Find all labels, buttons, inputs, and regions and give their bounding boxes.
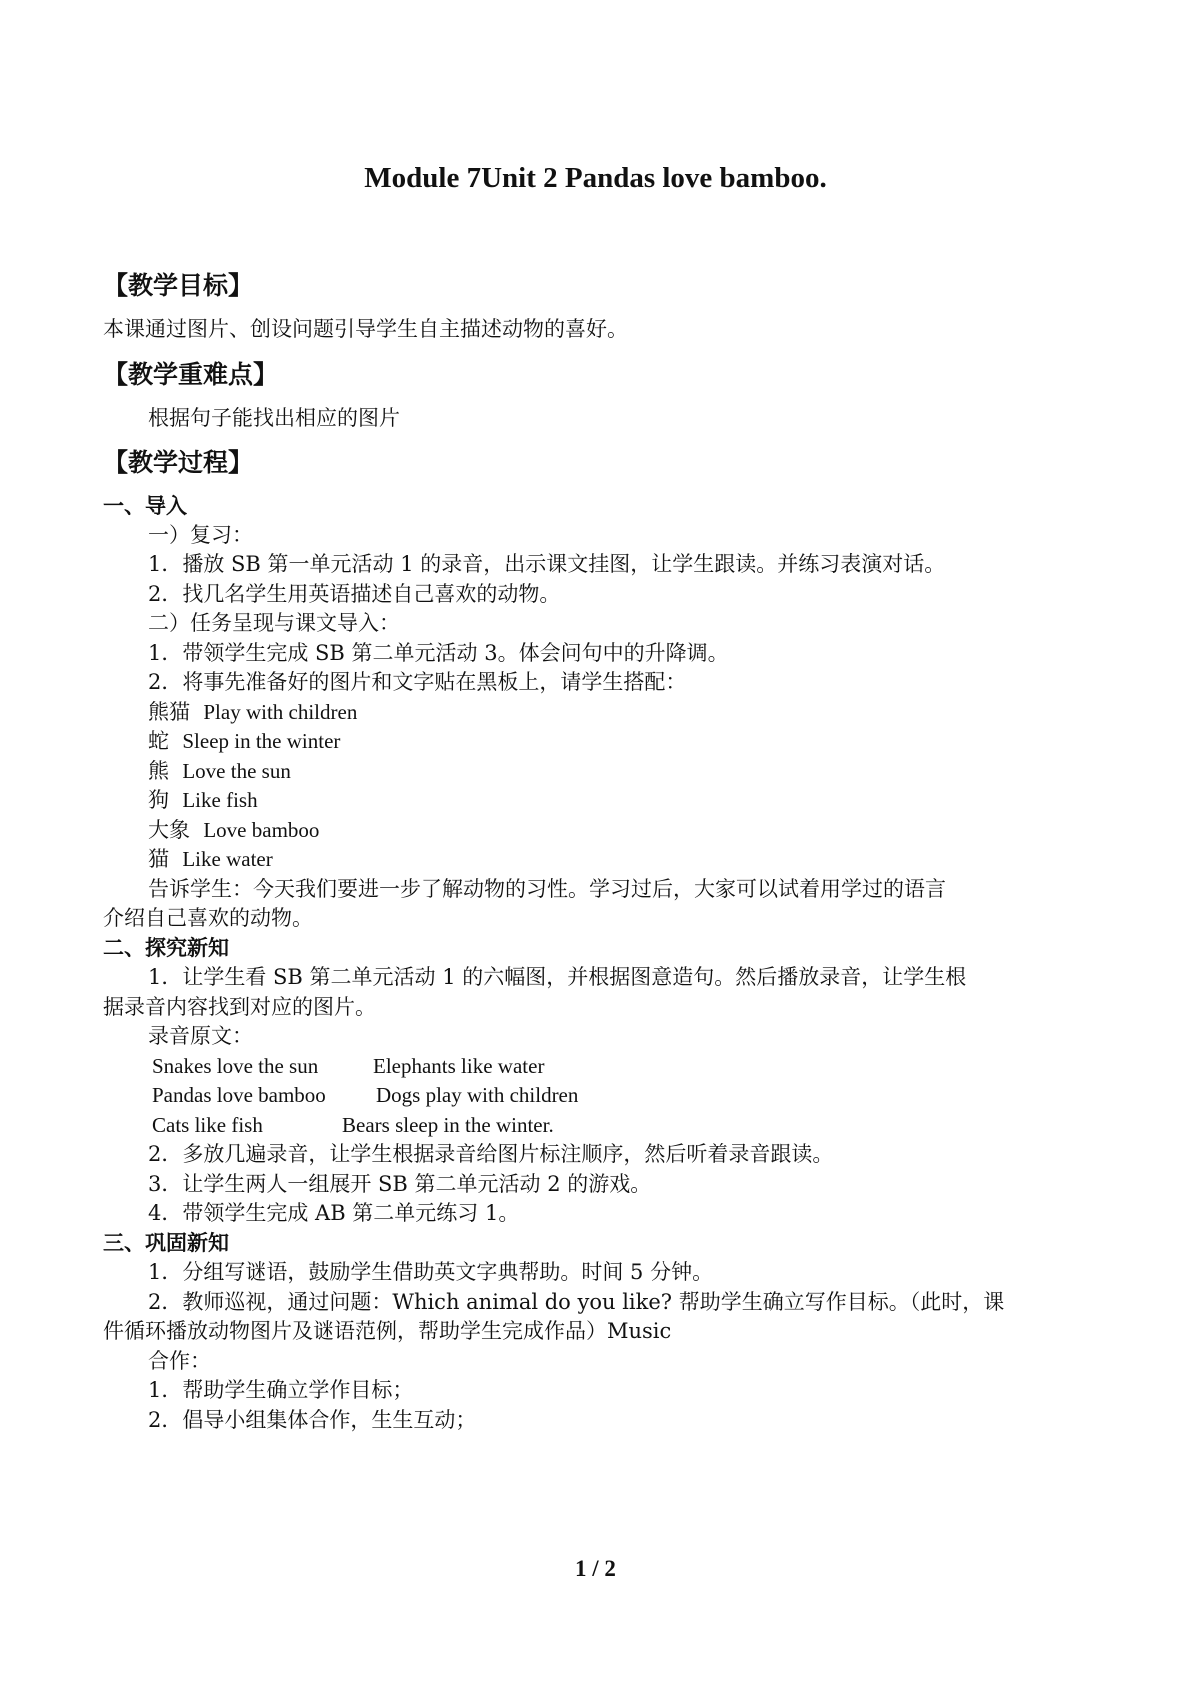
pair-en: Love bamboo: [203, 818, 320, 842]
recording-text: Elephants like water: [373, 1054, 545, 1078]
pair-cn: 狗: [148, 788, 169, 812]
part2-line: 4．带领学生完成 AB 第二单元练习 1。: [148, 1201, 520, 1225]
part3-heading: 三、巩固新知: [103, 1230, 229, 1255]
goal-text: 本课通过图片、创设问题引导学生自主描述动物的喜好。: [103, 317, 628, 341]
key-heading: 【教学重难点】: [103, 360, 279, 389]
part2-line: 1．让学生看 SB 第二单元活动 1 的六幅图，并根据图意造句。然后播放录音，让学生根: [148, 965, 967, 989]
recording-text: Dogs play with children: [376, 1083, 579, 1107]
coop-label: 合作：: [148, 1349, 211, 1373]
part2-heading: 二、探究新知: [103, 935, 229, 960]
recording-text: Cats like fish: [152, 1113, 263, 1137]
part2-line: 2．多放几遍录音，让学生根据录音给图片标注顺序，然后听着录音跟读。: [148, 1142, 834, 1166]
pair-item: [148, 759, 291, 783]
pair-item: [148, 847, 273, 871]
part1-line: 一）复习：: [148, 523, 253, 547]
goal-heading: 【教学目标】: [103, 271, 254, 300]
pair-cn: 熊: [148, 759, 169, 783]
pair-en: Love the sun: [182, 759, 291, 783]
part3-line: 2．教师巡视，通过问题：Which animal do you like? 帮助学生确立写作目标。（此时，课: [148, 1290, 1005, 1314]
part1-line: 2．将事先准备好的图片和文字贴在黑板上，请学生搭配：: [148, 670, 687, 694]
page-title: Module 7Unit 2 Pandas love bamboo.: [364, 162, 827, 194]
pair-cn: 猫: [148, 847, 169, 871]
pair-item: [148, 818, 319, 842]
part2-line: 据录音内容找到对应的图片。: [103, 995, 376, 1019]
pair-en: Play with children: [203, 700, 358, 724]
key-text: 根据句子能找出相应的图片: [148, 406, 400, 430]
part2-line: 3．让学生两人一组展开 SB 第二单元活动 2 的游戏。: [148, 1172, 652, 1196]
pair-item: [148, 729, 340, 753]
page-number: 1 / 2: [575, 1556, 616, 1581]
recording-text: Pandas love bamboo: [152, 1083, 326, 1107]
part3-line: 1．分组写谜语，鼓励学生借助英文字典帮助。时间 5 分钟。: [148, 1260, 714, 1284]
pair-cn: 大象: [148, 818, 190, 842]
pair-en: Like fish: [182, 788, 258, 812]
tell-line: 告诉学生：今天我们要进一步了解动物的习性。学习过后，大家可以试着用学过的语言: [148, 877, 946, 901]
part1-line: 1．带领学生完成 SB 第二单元活动 3。体会问句中的升降调。: [148, 641, 729, 665]
pair-cn: 蛇: [148, 729, 169, 753]
pair-item: [148, 788, 258, 812]
pair-en: Sleep in the winter: [182, 729, 341, 753]
part1-line: 二）任务呈现与课文导入：: [148, 611, 400, 635]
part1-line: 1．播放 SB 第一单元活动 1 的录音，出示课文挂图，让学生跟读。并练习表演对话。: [148, 552, 946, 576]
part1-line: 2．找几名学生用英语描述自己喜欢的动物。: [148, 582, 561, 606]
recording-text: Bears sleep in the winter.: [342, 1113, 554, 1137]
process-heading: 【教学过程】: [103, 448, 254, 477]
tell-line: 介绍自己喜欢的动物。: [103, 906, 313, 930]
part3-line: 件循环播放动物图片及谜语范例，帮助学生完成作品）Music: [103, 1319, 672, 1343]
coop-line: 2．倡导小组集体合作，生生互动；: [148, 1408, 477, 1432]
recording-text: Snakes love the sun: [152, 1054, 319, 1078]
recording-label: 录音原文：: [148, 1024, 253, 1048]
pair-item: [148, 700, 357, 724]
pair-cn: 熊猫: [148, 700, 190, 724]
part1-heading: 一、导入: [103, 493, 187, 518]
coop-line: 1．帮助学生确立学作目标；: [148, 1378, 414, 1402]
pair-en: Like water: [182, 847, 273, 871]
